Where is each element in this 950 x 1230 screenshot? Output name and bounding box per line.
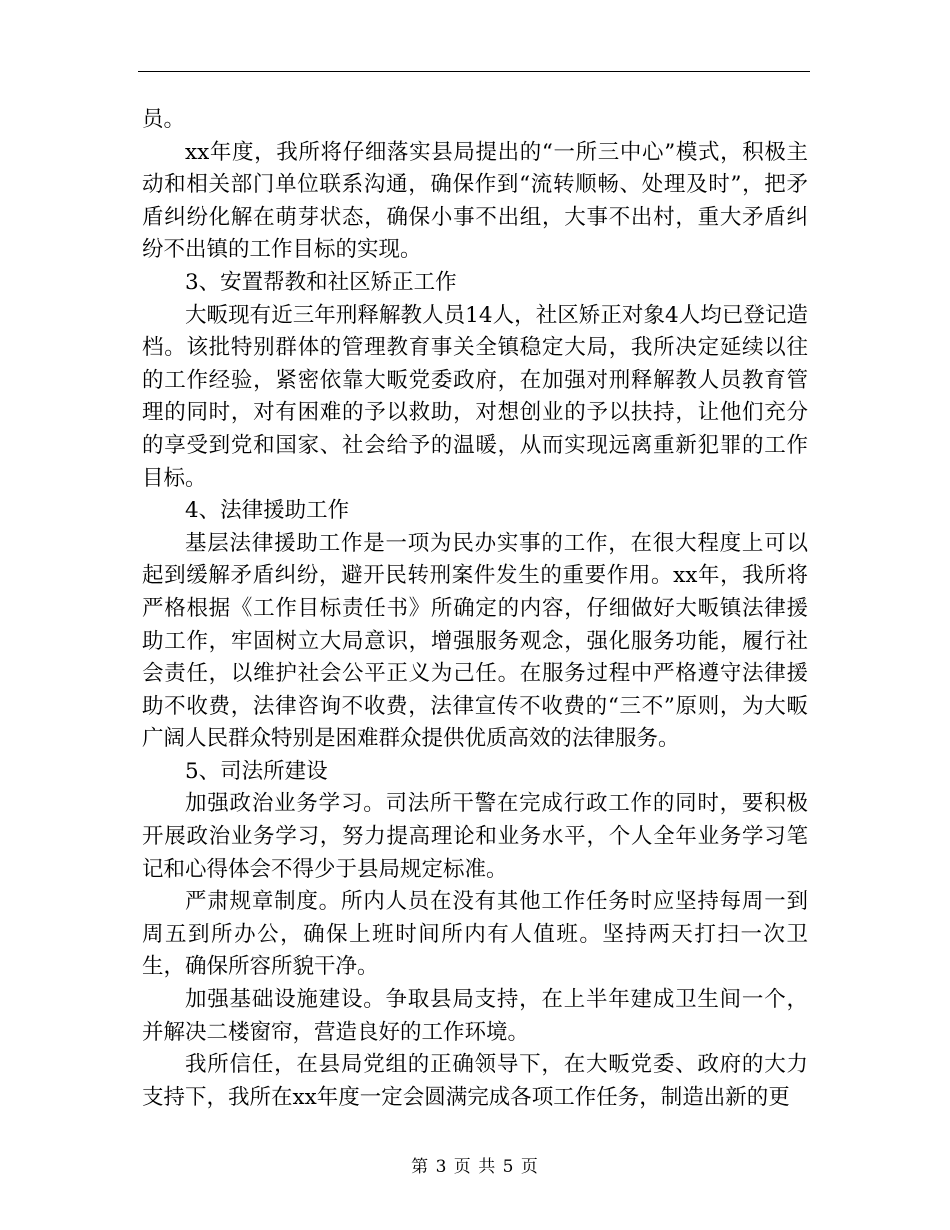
paragraph: 严肃规章制度。所内人员在没有其他工作任务时应坚持每周一到周五到所办公，确保上班时间所内有人值班。坚持两天打扫一次卫生，确保所容所貌干净。 xyxy=(142,889,808,980)
section-heading: 4、法律援助工作 xyxy=(185,498,350,524)
section-heading: 5、司法所建设 xyxy=(185,758,328,784)
paragraph: 加强基础设施建设。争取县局支持，在上半年建成卫生间一个，并解决二楼窗帘，营造良好的工作环境。 xyxy=(142,987,808,1045)
paragraph: 大畈现有近三年刑释解教人员14人，社区矫正对象4人均已登记造档。该批特别群体的管理教育事关全镇稳定大局，我所决定延续以往的工作经验，紧密依靠大畈党委政府，在加强对刑释解教人员教育管理的同时，对有困难的予以救助，对想创业的予以扶持，让他们充分的享受到党和国家、社会给予的温暖，从而实现远离重新犯罪的工作目标。 xyxy=(142,302,808,491)
header-rule xyxy=(138,71,810,72)
paragraph: xx年度，我所将仔细落实县局提出的“一所三中心”模式，积极主动和相关部门单位联系沟通，确保作到“流转顺畅、处理及时”，把矛盾纠纷化解在萌芽状态，确保小事不出组，大事不出村，重大矛盾纠纷不出镇的工作目标的实现。 xyxy=(142,139,808,263)
paragraph-continuation: 员。 xyxy=(142,107,186,132)
section-heading: 3、安置帮教和社区矫正工作 xyxy=(185,269,457,295)
page-footer: 第 3 页 共 5 页 xyxy=(411,1157,539,1177)
document-body xyxy=(142,104,808,1114)
paragraph: 我所信任，在县局党组的正确领导下，在大畈党委、政府的大力支持下，我所在xx年度一定会圆满完成各项工作任务，制造出新的更 xyxy=(142,1052,808,1110)
paragraph: 加强政治业务学习。司法所干警在完成行政工作的同时，要积极开展政治业务学习，努力提高理论和业务水平，个人全年业务学习笔记和心得体会不得少于县局规定标准。 xyxy=(142,791,808,882)
paragraph: 基层法律援助工作是一项为民办实事的工作，在很大程度上可以起到缓解矛盾纠纷，避开民转刑案件发生的重要作用。xx年，我所将严格根据《工作目标责任书》所确定的内容，仔细做好大畈镇法律援助工作，牢固树立大局意识，增强服务观念，强化服务功能，履行社会责任，以维护社会公平正义为己任。在服务过程中严格遵守法律援助不收费，法律咨询不收费，法律宣传不收费的“三不”原则，为大畈广阔人民群众特别是困难群众提供优质高效的法律服务。 xyxy=(142,530,808,752)
